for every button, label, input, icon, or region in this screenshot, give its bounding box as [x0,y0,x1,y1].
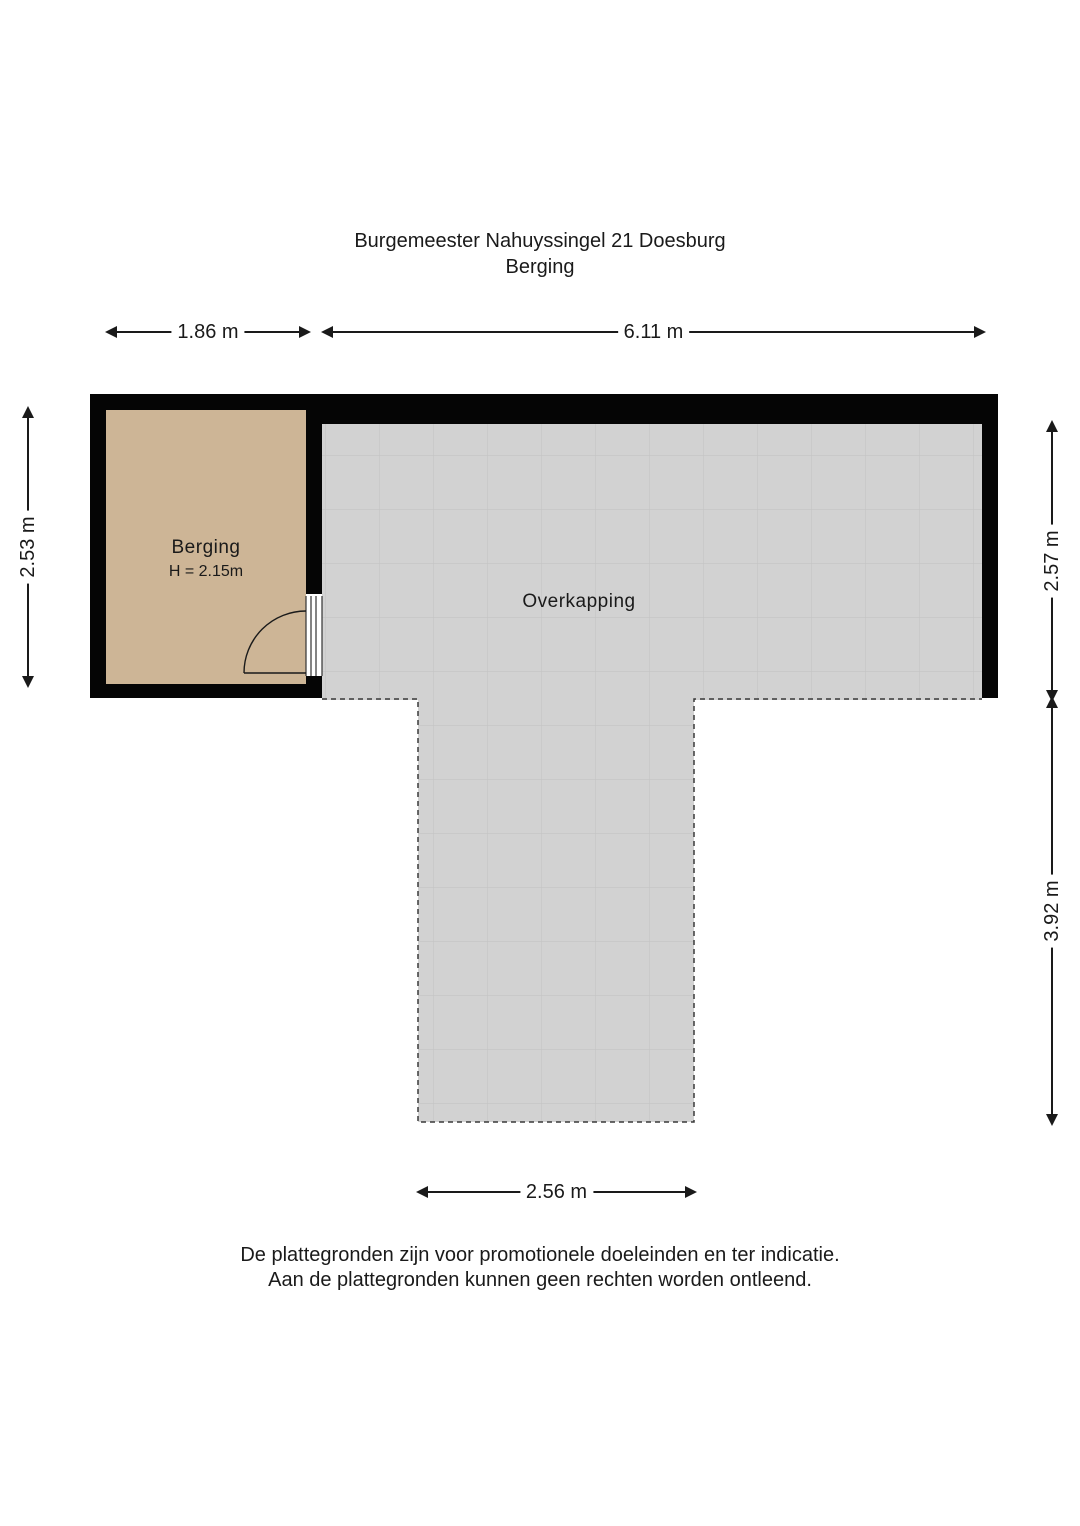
dimension-label: 2.53 m [18,510,38,583]
room-height-berging: H = 2.15m [168,563,244,580]
dimension-right-bottom [1042,698,1062,1124]
dimension-label: 3.92 m [1042,874,1062,947]
dimension-top-left [107,322,309,342]
disclaimer-line-2: Aan de plattegronden kunnen geen rechten worden ontleend. [268,1269,812,1291]
dimension-label: 2.57 m [1042,524,1062,597]
dimension-label: 6.11 m [618,322,690,342]
plan-address: Burgemeester Nahuyssingel 21 Doesburg [354,230,726,252]
dimension-label: 2.56 m [520,1182,593,1202]
dimension-left [18,408,38,686]
dimension-right-top [1042,422,1062,700]
overkapping-floor [322,424,982,1122]
plan-floor-name: Berging [505,256,575,278]
dimension-bottom [418,1182,695,1202]
dimension-top-right [323,322,984,342]
room-label-berging: Berging [171,537,241,558]
door-opening [306,594,322,676]
disclaimer-line-1: De plattegronden zijn voor promotionele doeleinden en ter indicatie. [240,1244,840,1266]
dimension-label: 1.86 m [171,322,244,342]
room-label-overkapping: Overkapping [522,591,636,612]
